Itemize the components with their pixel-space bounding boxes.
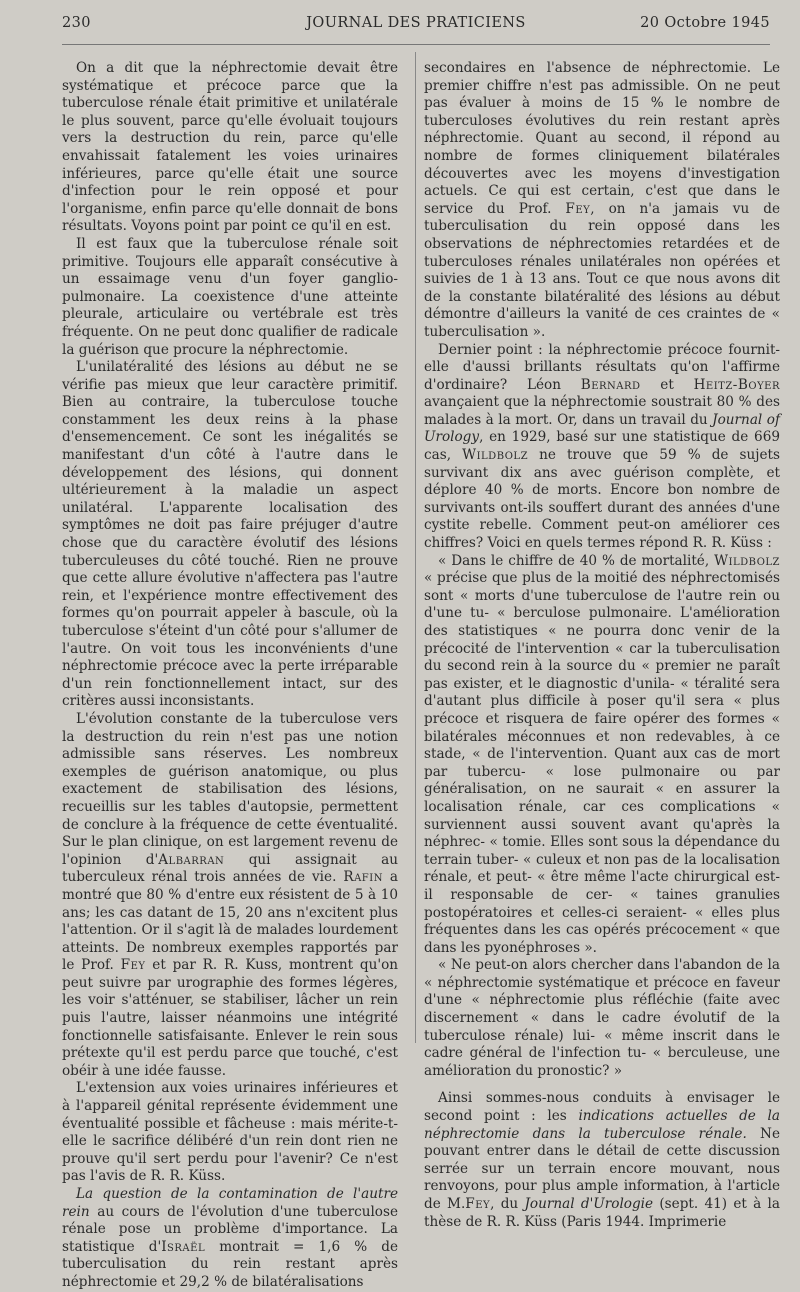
paragraph: L'unilatéralité des lésions au début ne se vérifie pas mieux que leur caractère primitif. Bien au contraire, la tuberculose touche constamment les deux reins à la phase d'ensemencement. Ce sont les inégalités se manifestant d'un côté à l'autre dans le développement des lésions, qui donnent ultérieurement à la maladie un aspect unilatéral. L'apparente localisation des symptômes ne doit pas faire préjuger d'autre chose que du caractère évolutif des lésions tuberculeuses du côté touché. Rien ne prouve que cette allure évolutive n'affectera pas l'autre rein, et l'expérience montre effectivement des formes qu'on pourrait appeler à bascule, où la tuberculose s'éteint d'un côté pour s'allumer de l'autre. On voit tous les inconvénients d'une néphrectomie précoce avec la perte irréparable d'un rein fonctionnellement intact, sur des critères aussi inconsistants. — [62, 359, 398, 710]
paragraph: Dernier point : la néphrectomie précoce fournit-elle d'aussi brillants résultats qu'on l'affirme d'ordinaire? Léon Bernard et Heitz-Boyer avançaient que la néphrectomie soustrait 80 % des malades à la mort. Or, dans un travail du Journal of Urology, en 1929, basé sur une statistique de 669 cas, Wildbolz ne trouve que 59 % de sujets survivant dix ans avec guérison complète, et déplore 40 % de morts. Encore bon nombre de survivants ont-ils souffert durant des années d'une cystite rebelle. Comment peut-on améliorer ces chiffres? Voici en quels termes répond R. R. Küss : — [424, 341, 780, 552]
section-heading: indications actuelles de la néphrectomie dans la tuberculose rénale. — [424, 1108, 780, 1142]
author-name: Fey — [120, 957, 146, 974]
paragraph: La question de la contamination de l'autre rein au cours de l'évolution d'une tuberculose rénale pose un problème d'importance. La statistique d'Israël montrait = 1,6 % de tuberculisation du rein restant après néphrectomie et 29,2 % de bilatéralisations — [62, 1186, 398, 1290]
author-name: Israël — [161, 1238, 206, 1255]
page-header — [62, 15, 770, 39]
paragraph: Ainsi sommes-nous conduits à envisager le second point : les indications actuelles de la néphrectomie dans la tuberculose rénale. Ne pouvant entrer dans le détail de cette discussion serrée sur un terrain encore mouvant, nous renvoyons, pour plus ample information, à l'article de M.Fey, du Journal d'Urologie (sept. 41) et à la thèse de R. R. Küss (Paris 1944. Imprimerie — [424, 1090, 780, 1230]
paragraph: L'évolution constante de la tuberculose vers la destruction du rein n'est pas une notion admissible sans réserves. Les nombreux exemples de guérison anatomique, ou plus exactement de stabilisation des lésions, recueillis sur les tables d'autopsie, permettent de conclure à la fréquence de cette éventualité. Sur le plan clinique, on est largement revenu de l'opinion d'Albarran qui assignait au tuberculeux rénal trois années de vie. Rafin a montré que 80 % d'entre eux résistent de 5 à 10 ans; les cas datant de 15, 20 ans n'excitent plus l'attention. Or il s'agit là de malades lourdement atteints. De nombreux exemples rapportés par le Prof. Fey et par R. R. Kuss, montrent qu'on peut suivre par urographie des formes légères, les voir s'atténuer, se stabiliser, lâcher un rein puis l'autre, laisser néanmoins une intégrité fonctionnelle satisfaisante. Enlever le rein sous prétexte qu'il est perdu parce que touché, c'est obéir à une idée fausse. — [62, 710, 399, 1079]
journal-ref: Journal of Urology — [424, 411, 780, 446]
paragraph: secondaires en l'absence de néphrectomie. Le premier chiffre n'est pas admissible. On ne peut pas évaluer à moins de 15 % le nombre de tuberculoses évolutives du rein restant après néphrectomie. Quant au second, il répond au nombre de formes cliniquement bilatérales découvertes avec les moyens d'investigation actuels. Ce qui est certain, c'est que dans le service du Prof. Fey, on n'a jamais vu de tuberculisation du rein opposé dans les observations de néphrectomies retardées et de tuberculoses rénales unilatérales non opérées et suivies de 1 à 13 ans. Tout ce que nous avons dit de la constante bilatéralité des lésions au début démontre d'ailleurs la vanité de ces craintes de « tuberculisation ». — [424, 60, 780, 340]
author-name: Rafin — [343, 869, 383, 886]
issue-date: 20 Octobre 1945 — [640, 15, 770, 31]
author-name: Wildbolz — [714, 552, 780, 569]
right-column — [424, 60, 780, 1231]
paragraph: On a dit que la néphrectomie devait être systématique et précoce parce que la tuberculose rénale était primitive et unilatérale le plus souvent, parce qu'elle évoluait toujours vers la destruction du rein, parce qu'elle envahissait fatalement les voies urinaires inférieures, parce qu'elle était une source d'infection pour le rein opposé et pour l'organisme, enfin parce qu'elle donnait de bons résultats. Voyons point par point ce qu'il en est. — [62, 60, 398, 235]
page-number: 230 — [62, 15, 91, 31]
quote-block: « Dans le chiffre de 40 % de mortalité, Wildbolz « précise que plus de la moitié des néphrectomisés sont « morts d'une tuberculose de l'autre rein ou d'une tu- « berculose pulmonaire. L'amélioration des statistiques « ne pourra donc venir de la précocité de l'intervention « car la tuberculisation du second rein à la source du « premier ne paraît pas exister, et le diagnostic d'unila- « téralité sera d'autant plus difficile à poser qu'il sera « plus précoce et risquera de faire opérer des formes « bilatérales méconnues et non redevables, à ce stade, « de l'intervention. Quant aux cas de mort par tubercu- « lose pulmonaire ou par généralisation, on ne saurait « en assurer la localisation rénale, car ces complications « surviennent aussi souvent avant qu'après la néphrec- « tomie. Elles sont sous la dépendance du terrain tuber- « culeux et non pas de la localisation rénale, et peut- « être même l'acte chirurgical est-il responsable de cer- « taines granulies postopératoires et celles-ci seraient- « elles plus fréquentes dans les cas opérés précocement « que dans les pyonéphroses ». — [424, 552, 780, 956]
author-name: Bernard — [580, 376, 641, 393]
left-column — [62, 60, 398, 1292]
author-name: Albarran — [158, 851, 225, 868]
quote-block: « Ne peut-on alors chercher dans l'abandon de la « néphrectomie systématique et précoce en faveur d'une « néphrectomie plus réfléchie (faite avec discernement « dans le cadre évolutif de la tuberculose rénale) lui- « même inscrit dans le cadre général de l'infection tu- « berculeuse, une amélioration du pronostic? » — [424, 957, 780, 1079]
header-rule — [62, 44, 770, 45]
paragraph: Il est faux que la tuberculose rénale soit primitive. Toujours elle apparaît consécutive à un essaimage venu d'un foyer ganglio-pulmonaire. La coexistence d'une atteinte pleurale, articulaire ou vertébrale est très fréquente. On ne peut donc qualifier de radicale la guérison que procure la néphrectomie. — [62, 235, 398, 358]
author-name: Fey — [465, 1196, 491, 1212]
journal-title: JOURNAL DES PRATICIENS — [306, 15, 526, 31]
column-divider — [415, 52, 416, 1043]
author-name: Fey — [565, 200, 591, 217]
section-heading: La question de la contamination de l'autre rein — [62, 1186, 398, 1220]
author-name: Heitz-Boyer — [693, 376, 780, 393]
author-name: Wildbolz — [462, 447, 529, 464]
journal-ref: Journal d'Urologie — [524, 1196, 654, 1212]
paragraph: L'extension aux voies urinaires inférieures et à l'appareil génital représente évidemment une éventualité possible et fâcheuse : mais mérite-t-elle le sacrifice délibéré d'un rein dont rien ne prouve qu'il sert perdu pour l'avenir? Ce n'est pas l'avis de R. R. Küss. — [62, 1080, 398, 1185]
